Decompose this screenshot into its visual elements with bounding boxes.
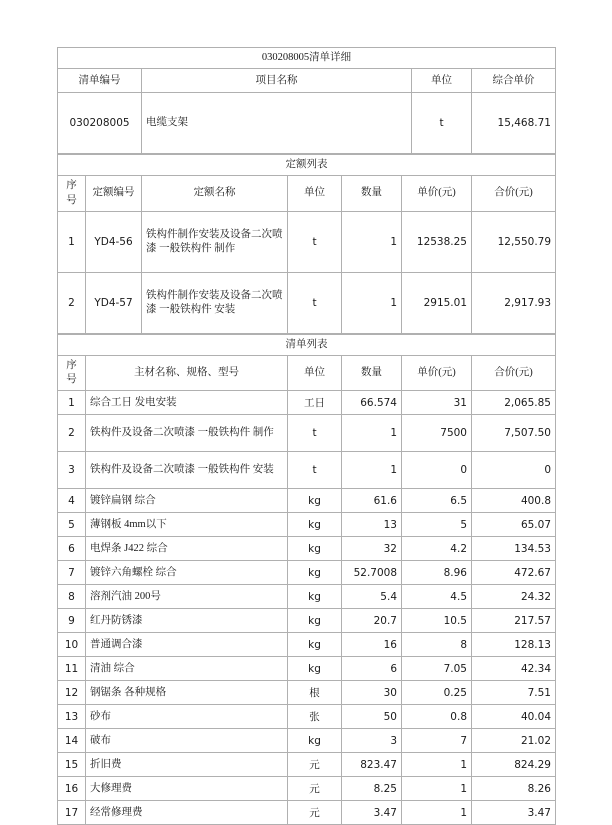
bill-section-title: 清单列表 [58, 334, 556, 355]
bill-unit: kg [288, 729, 342, 753]
quota-total: 2,917.93 [472, 272, 556, 333]
bill-qty: 52.7008 [342, 561, 402, 585]
bill-qty: 3.47 [342, 801, 402, 825]
quota-seq: 1 [58, 211, 86, 272]
bill-name: 砂布 [86, 705, 288, 729]
quota-unit: t [288, 272, 342, 333]
bill-name: 电焊条 J422 综合 [86, 537, 288, 561]
table-row [58, 489, 556, 513]
bill-name: 钢锯条 各种规格 [86, 681, 288, 705]
bill-unit: kg [288, 489, 342, 513]
bill-col-total: 合价(元) [472, 355, 556, 390]
summary-unit-price: 15,468.71 [472, 93, 556, 154]
table-row [58, 513, 556, 537]
bill-total: 0 [472, 452, 556, 489]
bill-total: 8.26 [472, 777, 556, 801]
bill-name: 铁构件及设备二次喷漆 一般铁构件 制作 [86, 415, 288, 452]
quota-total: 12,550.79 [472, 211, 556, 272]
table-row [58, 585, 556, 609]
bill-total: 824.29 [472, 753, 556, 777]
document-title: 030208005清单详细 [58, 48, 556, 69]
bill-name: 薄钢板 4mm以下 [86, 513, 288, 537]
bill-unit: t [288, 415, 342, 452]
bill-name: 破布 [86, 729, 288, 753]
bill-seq: 2 [58, 415, 86, 452]
bill-unit: kg [288, 633, 342, 657]
bill-seq: 12 [58, 681, 86, 705]
table-row [58, 753, 556, 777]
table-row [58, 452, 556, 489]
bill-name: 铁构件及设备二次喷漆 一般铁构件 安装 [86, 452, 288, 489]
bill-unit: 张 [288, 705, 342, 729]
table-row [58, 415, 556, 452]
quota-col-qty: 数量 [342, 176, 402, 211]
bill-name: 大修理费 [86, 777, 288, 801]
quota-price: 2915.01 [402, 272, 472, 333]
summary-col-name: 项目名称 [142, 69, 412, 93]
bill-seq: 13 [58, 705, 86, 729]
quota-section-title: 定额列表 [58, 155, 556, 176]
bill-price: 4.2 [402, 537, 472, 561]
quota-col-name: 定额名称 [142, 176, 288, 211]
bill-header-row [58, 355, 556, 390]
bill-price: 6.5 [402, 489, 472, 513]
bill-col-seq: 序号 [58, 355, 86, 390]
table-row [58, 609, 556, 633]
bill-qty: 32 [342, 537, 402, 561]
bill-seq: 3 [58, 452, 86, 489]
bill-seq: 10 [58, 633, 86, 657]
quota-unit: t [288, 211, 342, 272]
bill-price: 1 [402, 801, 472, 825]
bill-unit: 元 [288, 801, 342, 825]
bill-price: 0 [402, 452, 472, 489]
bill-seq: 7 [58, 561, 86, 585]
bill-name: 经常修理费 [86, 801, 288, 825]
summary-code: 030208005 [58, 93, 142, 154]
bill-qty: 13 [342, 513, 402, 537]
bill-seq: 17 [58, 801, 86, 825]
table-row [58, 561, 556, 585]
summary-header-row [58, 69, 556, 93]
bill-price: 4.5 [402, 585, 472, 609]
bill-price: 7 [402, 729, 472, 753]
bill-section-title-row [58, 334, 556, 355]
bill-price: 8.96 [402, 561, 472, 585]
bill-qty: 5.4 [342, 585, 402, 609]
bill-qty: 3 [342, 729, 402, 753]
bill-seq: 11 [58, 657, 86, 681]
bill-total: 400.8 [472, 489, 556, 513]
bill-total: 128.13 [472, 633, 556, 657]
quota-col-total: 合价(元) [472, 176, 556, 211]
bill-qty: 61.6 [342, 489, 402, 513]
bill-unit: 元 [288, 753, 342, 777]
bill-total: 134.53 [472, 537, 556, 561]
table-row [58, 729, 556, 753]
bill-total: 472.67 [472, 561, 556, 585]
bill-rows-container [58, 391, 556, 825]
bill-name: 普通调合漆 [86, 633, 288, 657]
bill-total: 40.04 [472, 705, 556, 729]
summary-col-unit: 单位 [412, 69, 472, 93]
quota-qty: 1 [342, 272, 402, 333]
quota-seq: 2 [58, 272, 86, 333]
bill-price: 0.25 [402, 681, 472, 705]
quota-name: 铁构件制作安装及设备二次喷漆 一般铁构件 制作 [142, 211, 288, 272]
bill-total: 24.32 [472, 585, 556, 609]
bill-name: 综合工日 发电安装 [86, 391, 288, 415]
bill-seq: 16 [58, 777, 86, 801]
bill-total: 7,507.50 [472, 415, 556, 452]
bill-table [57, 334, 556, 825]
bill-seq: 8 [58, 585, 86, 609]
bill-total: 217.57 [472, 609, 556, 633]
bill-unit: kg [288, 561, 342, 585]
table-row [58, 391, 556, 415]
bill-name: 折旧费 [86, 753, 288, 777]
bill-col-qty: 数量 [342, 355, 402, 390]
bill-price: 31 [402, 391, 472, 415]
bill-unit: kg [288, 537, 342, 561]
bill-unit: kg [288, 513, 342, 537]
quota-col-price: 单价(元) [402, 176, 472, 211]
bill-name: 镀锌扁钢 综合 [86, 489, 288, 513]
bill-price: 8 [402, 633, 472, 657]
summary-name: 电缆支架 [142, 93, 412, 154]
table-row [58, 705, 556, 729]
summary-data-row [58, 93, 556, 154]
quota-header-row [58, 176, 556, 211]
bill-qty: 16 [342, 633, 402, 657]
bill-qty: 823.47 [342, 753, 402, 777]
bill-price: 1 [402, 777, 472, 801]
bill-name: 清油 综合 [86, 657, 288, 681]
bill-name: 镀锌六角螺栓 综合 [86, 561, 288, 585]
table-row [58, 801, 556, 825]
bill-total: 2,065.85 [472, 391, 556, 415]
bill-qty: 1 [342, 452, 402, 489]
bill-seq: 15 [58, 753, 86, 777]
bill-price: 10.5 [402, 609, 472, 633]
bill-price: 5 [402, 513, 472, 537]
quota-col-seq: 序号 [58, 176, 86, 211]
quota-section-title-row [58, 155, 556, 176]
bill-seq: 9 [58, 609, 86, 633]
quota-code: YD4-56 [86, 211, 142, 272]
table-row [58, 537, 556, 561]
bill-name: 溶剂汽油 200号 [86, 585, 288, 609]
table-row [58, 211, 556, 272]
bill-qty: 8.25 [342, 777, 402, 801]
bill-qty: 50 [342, 705, 402, 729]
bill-seq: 4 [58, 489, 86, 513]
summary-col-code: 清单编号 [58, 69, 142, 93]
bill-qty: 30 [342, 681, 402, 705]
bill-qty: 6 [342, 657, 402, 681]
document-page [57, 47, 555, 825]
bill-total: 21.02 [472, 729, 556, 753]
bill-col-unit: 单位 [288, 355, 342, 390]
quota-col-unit: 单位 [288, 176, 342, 211]
bill-col-price: 单价(元) [402, 355, 472, 390]
quota-table [57, 154, 556, 334]
bill-qty: 20.7 [342, 609, 402, 633]
bill-price: 1 [402, 753, 472, 777]
bill-price: 7.05 [402, 657, 472, 681]
bill-name: 红丹防锈漆 [86, 609, 288, 633]
bill-unit: t [288, 452, 342, 489]
bill-price: 7500 [402, 415, 472, 452]
bill-total: 3.47 [472, 801, 556, 825]
bill-unit: 工日 [288, 391, 342, 415]
quota-name: 铁构件制作安装及设备二次喷漆 一般铁构件 安装 [142, 272, 288, 333]
bill-qty: 66.574 [342, 391, 402, 415]
bill-total: 42.34 [472, 657, 556, 681]
table-row [58, 272, 556, 333]
table-row [58, 657, 556, 681]
bill-seq: 1 [58, 391, 86, 415]
quota-price: 12538.25 [402, 211, 472, 272]
table-row [58, 633, 556, 657]
bill-unit: kg [288, 657, 342, 681]
bill-seq: 14 [58, 729, 86, 753]
summary-unit: t [412, 93, 472, 154]
bill-col-name: 主材名称、规格、型号 [86, 355, 288, 390]
quota-qty: 1 [342, 211, 402, 272]
bill-total: 65.07 [472, 513, 556, 537]
bill-seq: 5 [58, 513, 86, 537]
table-row [58, 681, 556, 705]
table-row [58, 777, 556, 801]
summary-title-row [58, 48, 556, 69]
bill-qty: 1 [342, 415, 402, 452]
bill-price: 0.8 [402, 705, 472, 729]
bill-unit: kg [288, 585, 342, 609]
summary-col-price: 综合单价 [472, 69, 556, 93]
bill-unit: 元 [288, 777, 342, 801]
bill-unit: kg [288, 609, 342, 633]
bill-total: 7.51 [472, 681, 556, 705]
bill-seq: 6 [58, 537, 86, 561]
summary-table [57, 47, 556, 154]
bill-unit: 根 [288, 681, 342, 705]
quota-code: YD4-57 [86, 272, 142, 333]
quota-col-code: 定额编号 [86, 176, 142, 211]
